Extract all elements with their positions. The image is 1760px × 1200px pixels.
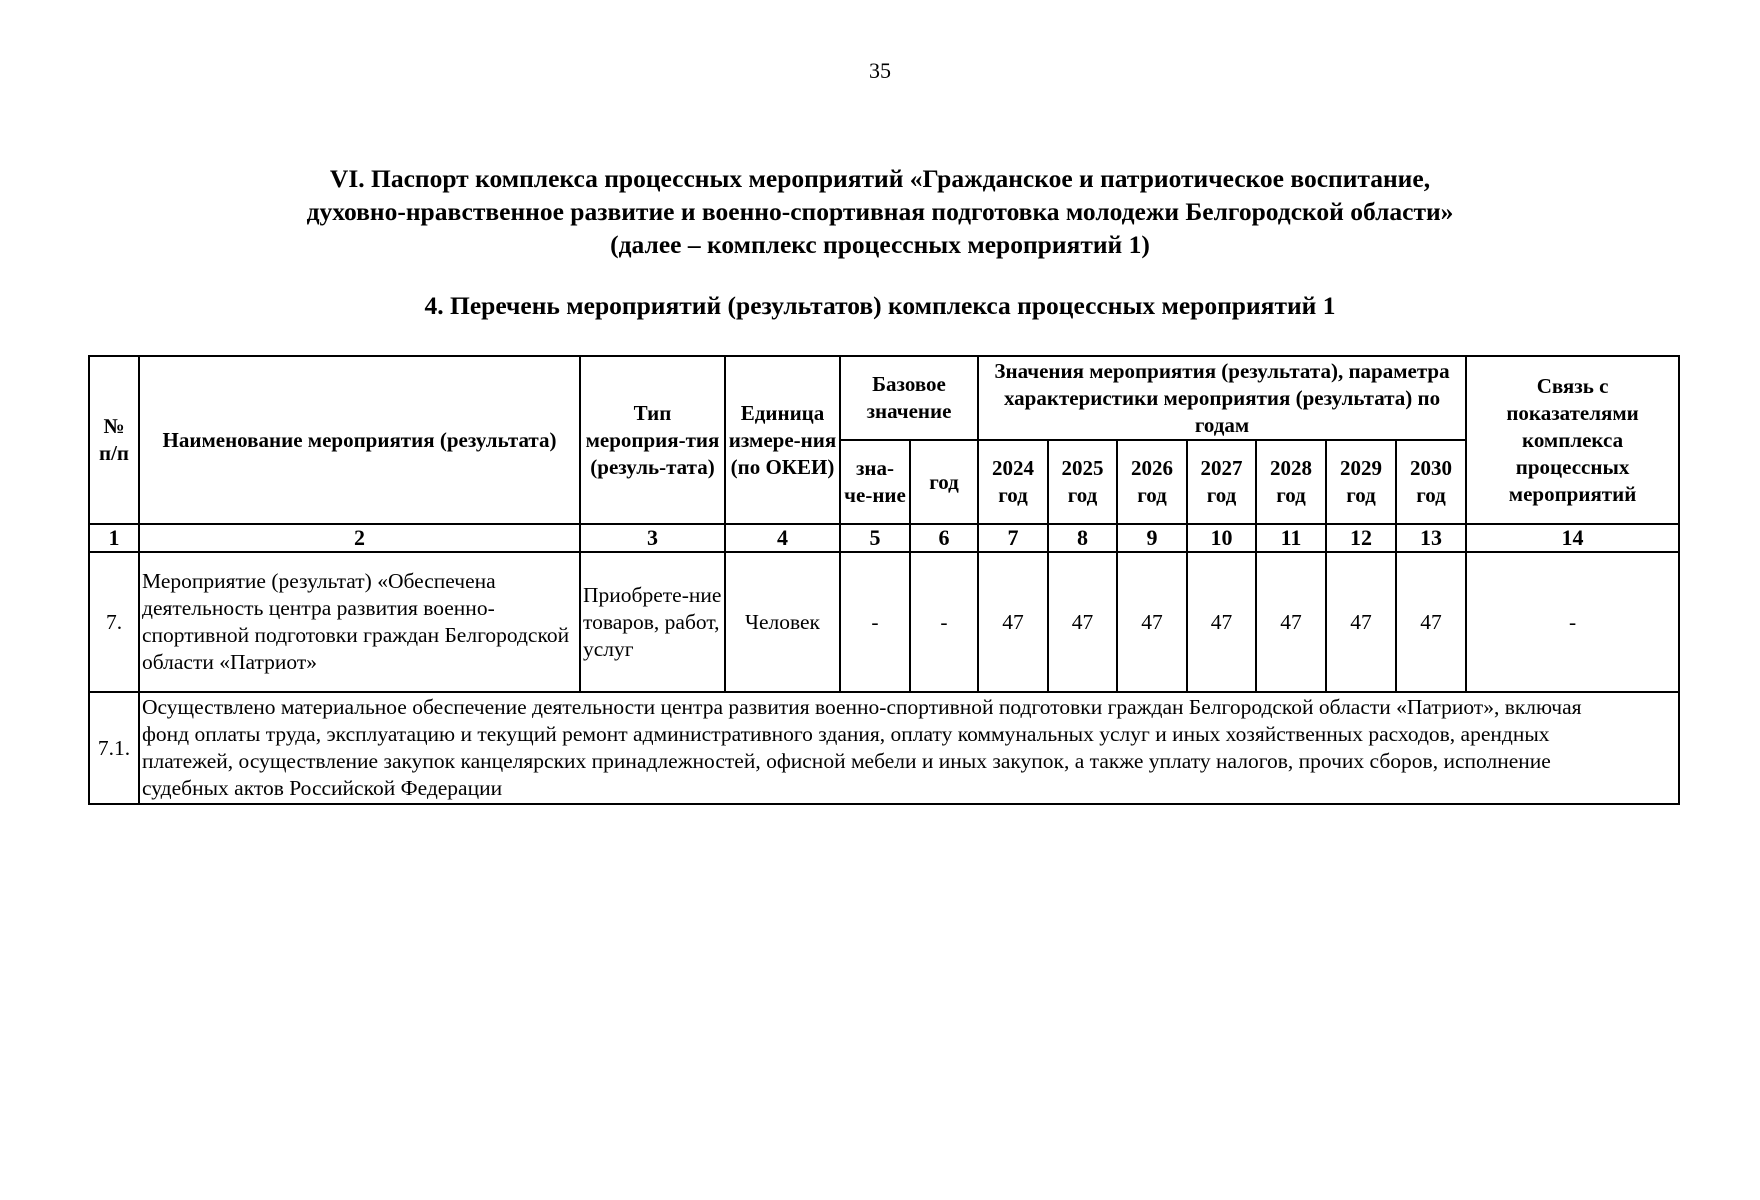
header-year-2029: 2029 год: [1326, 440, 1396, 524]
column-number: 5: [840, 524, 910, 552]
column-number: 7: [978, 524, 1048, 552]
column-number: 8: [1048, 524, 1117, 552]
column-number: 6: [910, 524, 978, 552]
document-title: [0, 162, 1760, 261]
header-base: Базовое значение: [840, 356, 978, 440]
row-value-2025: 47: [1048, 552, 1117, 692]
row-link: -: [1466, 552, 1679, 692]
detail-num: 7.1.: [89, 692, 139, 804]
column-number: 10: [1187, 524, 1256, 552]
page-number: 35: [869, 58, 891, 83]
column-number: 2: [139, 524, 580, 552]
header-year-2026: 2026 год: [1117, 440, 1187, 524]
column-number: 3: [580, 524, 725, 552]
header-unit: Единица измере-ния (по ОКЕИ): [725, 356, 840, 524]
header-num: № п/п: [89, 356, 139, 524]
row-value-2027: 47: [1187, 552, 1256, 692]
row-name: Мероприятие (результат) «Обеспечена деятельность центра развития военно-спортивной подготовки граждан Белгородской области «Патриот»: [139, 552, 580, 692]
measures-table: [88, 355, 1680, 805]
column-number: 11: [1256, 524, 1326, 552]
row-num: 7.: [89, 552, 139, 692]
row-value-2024: 47: [978, 552, 1048, 692]
detail-row: [89, 692, 1679, 804]
section-title: 4. Перечень мероприятий (результатов) комплекса процессных мероприятий 1: [424, 291, 1336, 320]
header-year-2027: 2027 год: [1187, 440, 1256, 524]
header-link: Связь с показателями комплекса процессных мероприятий: [1466, 356, 1679, 524]
header-year-2025: 2025 год: [1048, 440, 1117, 524]
row-value-2026: 47: [1117, 552, 1187, 692]
column-number: 12: [1326, 524, 1396, 552]
row-type: Приобрете-ние товаров, работ, услуг: [580, 552, 725, 692]
header-year-2024: 2024 год: [978, 440, 1048, 524]
detail-text: Осуществлено материальное обеспечение деятельности центра развития военно-спортивной подготовки граждан Белгородской области «Патриот», включая фонд оплаты труда, эксплуатацию и текущий ремонт административного здания, оплату коммунальных услуг и иных хозяйственных расходов, арендных платежей, осуществление закупок канцелярских принадлежностей, офисной мебели и иных закупок, а также уплату налогов, прочих сборов, исполнение судебных актов Российской Федерации: [139, 692, 1679, 804]
title-line-2: духовно-нравственное развитие и военно-спортивная подготовка молодежи Белгородской области»: [306, 197, 1454, 226]
column-number: 14: [1466, 524, 1679, 552]
header-year-2028: 2028 год: [1256, 440, 1326, 524]
table-row: [89, 552, 1679, 692]
row-value-2028: 47: [1256, 552, 1326, 692]
column-number: 4: [725, 524, 840, 552]
title-line-1: VI. Паспорт комплекса процессных мероприятий «Гражданское и патриотическое воспитание,: [329, 164, 1431, 193]
title-line-3: (далее – комплекс процессных мероприятий 1): [610, 230, 1150, 259]
column-number: 13: [1396, 524, 1466, 552]
header-values: Значения мероприятия (результата), параметра характеристики мероприятия (результата) по годам: [978, 356, 1466, 440]
row-value-2029: 47: [1326, 552, 1396, 692]
row-value-2030: 47: [1396, 552, 1466, 692]
row-base-value: -: [840, 552, 910, 692]
header-type: Тип мероприя-тия (резуль-тата): [580, 356, 725, 524]
row-unit: Человек: [725, 552, 840, 692]
header-name: Наименование мероприятия (результата): [139, 356, 580, 524]
header-base-value: зна-че-ние: [840, 440, 910, 524]
header-year-2030: 2030 год: [1396, 440, 1466, 524]
row-base-year: -: [910, 552, 978, 692]
column-number: 9: [1117, 524, 1187, 552]
column-number: 1: [89, 524, 139, 552]
header-base-year: год: [910, 440, 978, 524]
